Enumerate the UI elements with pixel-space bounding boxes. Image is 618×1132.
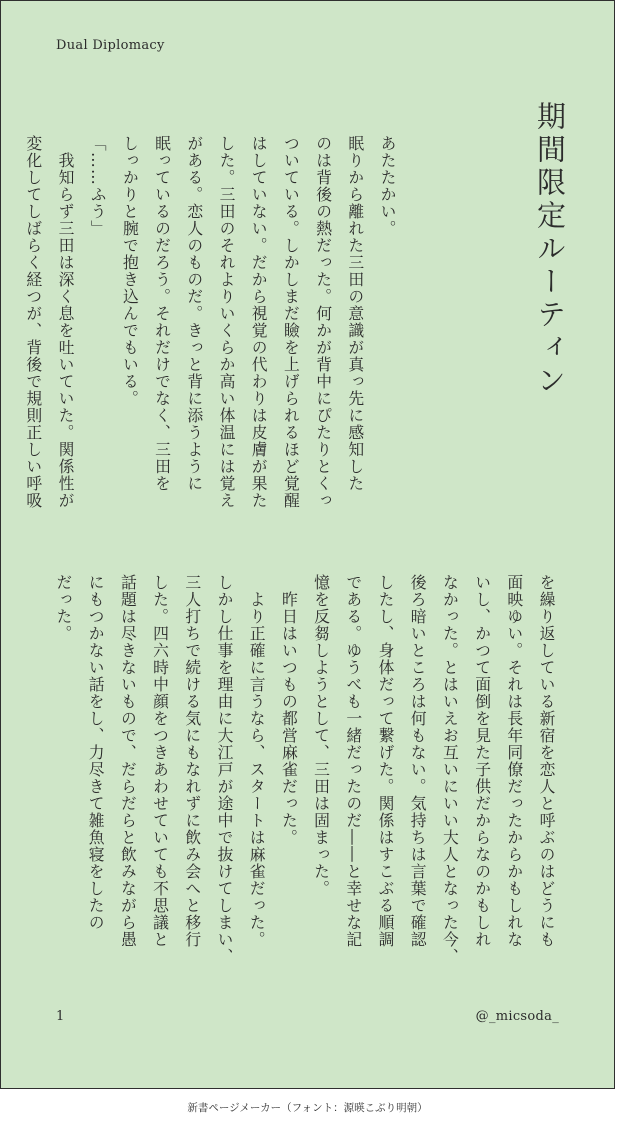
text-line: にもつかない話をし、力尽きて雑魚寝をしたの bbox=[86, 574, 106, 931]
text-line: 話題は尽きないもので、だらだらと飲みながら愚 bbox=[118, 574, 138, 948]
body-text-upper bbox=[17, 135, 403, 535]
text-line: いし、かつて面倒を見た子供だからなのかもしれ bbox=[472, 574, 492, 948]
text-line: がある。恋人のものだ。きっと背に添うように bbox=[184, 135, 204, 492]
text-line: 「……ふう」 bbox=[88, 135, 108, 237]
text-line: 変化してしばらく経つが、背後で規則正しい呼吸 bbox=[23, 135, 43, 509]
text-line: 後ろ暗いところは何もない。気持ちは言葉で確認 bbox=[408, 574, 428, 948]
text-line: を繰り返している新宿を恋人と呼ぶのはどうにも bbox=[537, 574, 556, 948]
text-line: である。ゆうべも一緒だったのだ――と幸せな記 bbox=[343, 574, 363, 948]
text-line: のは背後の熱だった。何かが背中にぴたりとくっ bbox=[313, 135, 333, 509]
series-name: Dual Diplomacy bbox=[56, 38, 165, 53]
text-line: 眠りから離れた三田の意識が真っ先に感知した bbox=[345, 135, 365, 492]
text-line: だった。 bbox=[53, 574, 73, 642]
text-line: 我知らず三田は深く息を吐いていた。関係性が bbox=[55, 135, 75, 509]
text-line: 憶を反芻しようとして、三田は固まった。 bbox=[311, 574, 331, 897]
text-line: ついている。しかしまだ瞼を上げられるほど覚醒 bbox=[281, 135, 301, 509]
text-line: した。三田のそれよりいくらか高い体温には覚え bbox=[216, 135, 236, 509]
text-line: 眠っているのだろう。それだけでなく、三田を bbox=[152, 135, 172, 492]
text-line: しかし仕事を理由に大江戸が途中で抜けてしまい、 bbox=[214, 574, 234, 965]
text-line: より正確に言うなら、スタートは麻雀だった。 bbox=[247, 574, 267, 948]
text-line: したし、身体だって繋げた。関係はすこぶる順調 bbox=[375, 574, 395, 948]
text-line: した。四六時中顔をつきあわせていても不思議と bbox=[150, 574, 170, 948]
text-line: なかった。とはいえお互いにいい大人となった今、 bbox=[440, 574, 460, 965]
text-line: 昨日はいつもの都営麻雀だった。 bbox=[279, 574, 299, 846]
page-number: 1 bbox=[56, 1009, 65, 1024]
generator-credit: 新書ページメーカー（フォント：源暎こぶり明朝） bbox=[187, 1102, 428, 1114]
text-line: 三人打ちで続ける気にもなれずに飲み会へと移行 bbox=[182, 574, 202, 948]
author-handle: @_micsoda_ bbox=[475, 1009, 559, 1024]
text-line: あたたかい。 bbox=[378, 135, 397, 237]
text-line: しっかりと腕で抱き込んでもいる。 bbox=[120, 135, 140, 407]
body-text-lower bbox=[47, 574, 562, 1014]
page-title: 期間限定ルーティン bbox=[533, 101, 567, 398]
text-line: 面映ゆい。それは長年同僚だったからかもしれな bbox=[504, 574, 524, 948]
text-line: はしていない。だから視覚の代わりは皮膚が果た bbox=[249, 135, 269, 509]
